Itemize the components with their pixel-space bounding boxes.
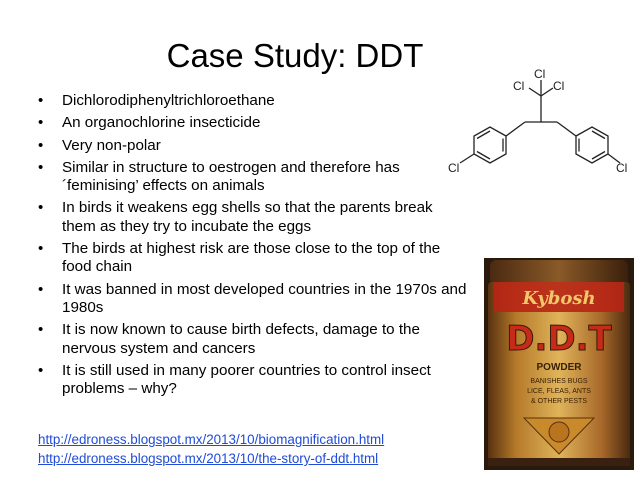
cl-label-top: Cl (534, 67, 546, 81)
bullet-list (38, 92, 468, 402)
link-biomagnification[interactable]: http://edroness.blogspot.mx/2013/10/biomagnification.html (38, 432, 385, 447)
cl-label-left: Cl (513, 79, 525, 93)
bullet-item: • An organochlorine insecticide (38, 114, 261, 132)
can-product: D.D.T (506, 319, 612, 359)
bullet-item: • It is still used in many poorer countries to control insect problems – why? (38, 361, 431, 398)
bullet-item: • Similar in structure to oestrogen and therefore has ´feminising’ effects on animals (38, 158, 400, 195)
bullet-item: • Very non-polar (38, 136, 161, 154)
can-text-2: LICE, FLEAS, ANTS (527, 388, 591, 395)
bullet-item: • It is now known to cause birth defects, damage to the nervous system and cancers (38, 321, 420, 357)
bullet-item: • It was banned in most developed countries in the 1970s and 1980s (38, 280, 467, 316)
reference-links (38, 430, 384, 468)
can-text-1: BANISHES BUGS (530, 378, 588, 385)
bullet-item: • In birds it weakens egg shells so that the parents break them as they try to incubate the eggs (38, 199, 433, 235)
can-brand: Kybosh (522, 288, 596, 309)
can-subtitle: POWDER (536, 362, 582, 373)
cl-label-para-right: Cl (616, 161, 628, 175)
cl-label-right: Cl (553, 79, 565, 93)
cl-label-para-left: Cl (448, 161, 460, 175)
slide-title: Case Study: DDT (166, 37, 424, 74)
ddt-structure-diagram (446, 60, 636, 190)
bullet-item: • The birds at highest risk are those close to the top of the food chain (38, 240, 441, 276)
link-story-of-ddt[interactable]: http://edroness.blogspot.mx/2013/10/the-story-of-ddt.html (38, 451, 379, 466)
can-text-3: & OTHER PESTS (530, 398, 588, 405)
ddt-can-photo (484, 258, 634, 470)
bullet-item: • Dichlorodiphenyltrichloroethane (38, 92, 275, 109)
